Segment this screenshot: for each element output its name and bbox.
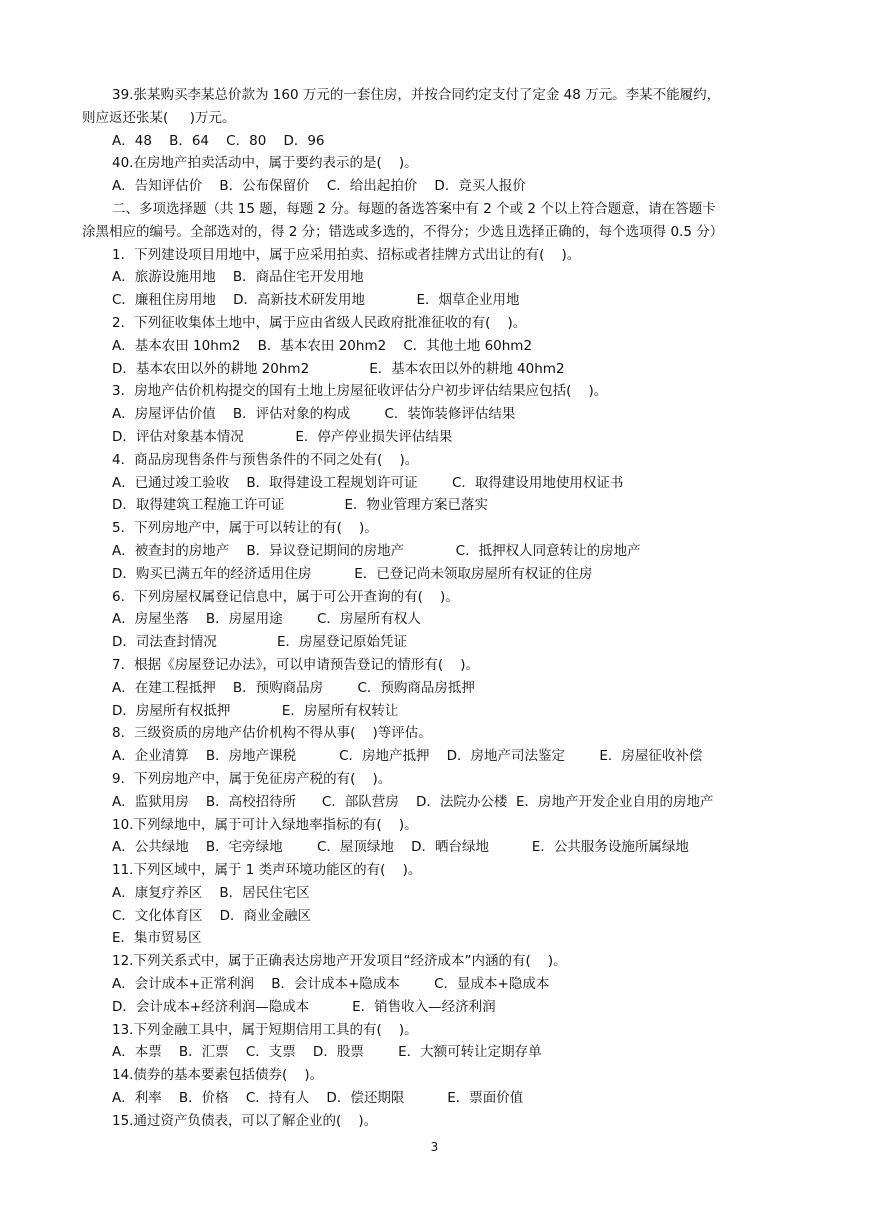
page-number: 3 [430, 1140, 439, 1154]
question-line: 40.在房地产拍卖活动中，属于要约表示的是( )。 [112, 155, 418, 172]
page-content [82, 84, 788, 1133]
answer-options-line: A．房屋评估价值 B．评估对象的构成 C．装饰装修评估结果 [112, 406, 516, 423]
answer-options-line: D．购买已满五年的经济适用住房 E．已登记尚未领取房屋所有权证的住房 [112, 565, 593, 582]
answer-options-line: E．集市贸易区 [112, 930, 202, 947]
answer-options-line: A．利率 B．价格 C．持有人 D．偿还期限 E．票面价值 [112, 1090, 524, 1107]
answer-options-line: A．告知评估价 B．公布保留价 C．给出起拍价 D．竞买人报价 [112, 178, 526, 195]
answer-options-line: A．公共绿地 B．宅旁绿地 C．屋顶绿地 D．晒台绿地 E．公共服务设施所属绿地 [112, 839, 689, 856]
question-line: 39.张某购买李某总价款为 160 万元的一套住房，并按合同约定支付了定金 48 万元。李某不能履约， [112, 87, 721, 103]
continuation-line: 涂黑相应的编号。全部选对的，得 2 分；错选或多选的，不得分；少选且选择正确的，每个选项得 0.5 分） [82, 223, 724, 240]
answer-options-line: D．基本农田以外的耕地 20hm2 E．基本农田以外的耕地 40hm2 [112, 360, 565, 377]
question-line: 14.债券的基本要素包括债券( )。 [112, 1067, 324, 1084]
answer-options-line: A．旅游设施用地 B．商品住宅开发用地 [112, 269, 364, 286]
answer-options-line: D．评估对象基本情况 E．停产停业损失评估结果 [112, 428, 453, 445]
question-line: 10.下列绿地中，属于可计入绿地率指标的有( )。 [112, 816, 418, 833]
question-line: 15.通过资产负债表，可以了解企业的( )。 [112, 1112, 378, 1129]
answer-options-line: A．已通过竣工验收 B．取得建设工程规划许可证 C．取得建设用地使用权证书 [112, 474, 624, 491]
question-line: 11.下列区域中，属于 1 类声环境功能区的有( )。 [112, 862, 422, 879]
answer-options-line: A．基本农田 10hm2 B．基本农田 20hm2 C．其他土地 60hm2 [112, 337, 533, 354]
answer-options-line: D．取得建筑工程施工许可证 E．物业管理方案已落实 [112, 497, 489, 514]
answer-options-line: A．被查封的房地产 B．异议登记期间的房地产 C．抵押权人同意转让的房地产 [112, 542, 641, 559]
question-line: 13.下列金融工具中，属于短期信用工具的有( )。 [112, 1021, 418, 1038]
answer-options-line: A．企业清算 B．房地产课税 C．房地产抵押 D．房地产司法鉴定 E．房屋征收补偿 [112, 748, 703, 765]
question-line: 7．根据《房屋登记办法》，可以申请预告登记的情形有( )。 [112, 656, 480, 673]
section-heading-line: 二、多项选择题（共 15 题，每题 2 分。每题的备选答案中有 2 个或 2 个以上符合题意，请在答题卡 [112, 200, 716, 217]
question-line: 9．下列房地产中，属于免征房产税的有( )。 [112, 770, 392, 787]
question-line: 5．下列房地产中，属于可以转让的有( )。 [112, 520, 378, 537]
answer-options-line: D．会计成本+经济利润—隐成本 E．销售收入—经济利润 [112, 998, 496, 1015]
continuation-line: 则应返还张某( )万元。 [82, 109, 236, 126]
question-line: 2．下列征收集体土地中，属于应由省级人民政府批准征收的有( )。 [112, 314, 527, 331]
question-line: 8．三级资质的房地产估价机构不得从事( )等评估。 [112, 725, 432, 742]
answer-options-line: A．监狱用房 B．高校招待所 C．部队营房 D．法院办公楼 E．房地产开发企业自用的房地产 [112, 793, 714, 810]
question-line: 1．下列建设项目用地中，属于应采用拍卖、招标或者挂牌方式出让的有( )。 [112, 246, 581, 263]
question-line: 12.下列关系式中，属于正确表达房地产开发项目“经济成本”内涵的有( )。 [112, 953, 567, 970]
answer-options-line: D．房屋所有权抵押 E．房屋所有权转让 [112, 702, 399, 719]
answer-options-line: A．在建工程抵押 B．预购商品房 C．预购商品房抵押 [112, 679, 475, 696]
answer-options-line: A．房屋坐落 B．房屋用途 C．房屋所有权人 [112, 611, 421, 628]
answer-options-line: A．本票 B．汇票 C．支票 D．股票 E．大额可转让定期存单 [112, 1044, 542, 1061]
answer-options-line: C．廉租住房用地 D．高新技术研发用地 E．烟草企业用地 [112, 292, 520, 309]
answer-options-line: A．48 B．64 C．80 D．96 [112, 132, 325, 149]
question-line: 6．下列房屋权属登记信息中，属于可公开查询的有( )。 [112, 588, 459, 605]
answer-options-line: A．会计成本+正常利润 B．会计成本+隐成本 C．显成本+隐成本 [112, 976, 550, 993]
answer-options-line: A．康复疗养区 B．居民住宅区 [112, 884, 310, 901]
answer-options-line: C．文化体育区 D．商业金融区 [112, 907, 311, 924]
answer-options-line: D．司法查封情况 E．房屋登记原始凭证 [112, 634, 408, 651]
question-line: 4．商品房现售条件与预售条件的不同之处有( )。 [112, 451, 419, 468]
question-line: 3．房地产估价机构提交的国有土地上房屋征收评估分户初步评估结果应包括( )。 [112, 383, 608, 400]
